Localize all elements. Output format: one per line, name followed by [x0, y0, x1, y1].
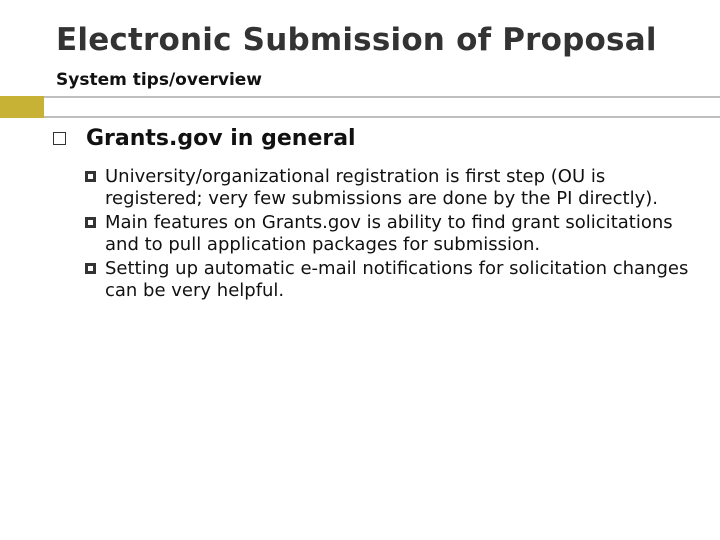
square-bullet-icon — [85, 263, 96, 274]
list-item-text: University/organizational registration is first step (OU is registered; very few submissions are done by the PI directly). — [105, 166, 658, 209]
list-item-text: Main features on Grants.gov is ability to find grant solicitations and to pull application packages for submission. — [105, 212, 673, 255]
level1-heading: Grants.gov in general — [86, 126, 356, 151]
hollow-square-bullet-icon — [53, 132, 66, 145]
bullet-list — [85, 166, 700, 304]
slide-title: Electronic Submission of Proposal — [56, 22, 657, 58]
list-item — [85, 258, 700, 302]
level1-bullet — [53, 126, 356, 151]
square-bullet-icon — [85, 217, 96, 228]
accent-bar — [0, 96, 44, 118]
divider-band — [44, 96, 720, 118]
square-bullet-icon — [85, 171, 96, 182]
slide-subtitle: System tips/overview — [56, 70, 263, 90]
list-item — [85, 166, 700, 210]
list-item — [85, 212, 700, 256]
list-item-text: Setting up automatic e-mail notifications for solicitation changes can be very helpful. — [105, 258, 689, 301]
